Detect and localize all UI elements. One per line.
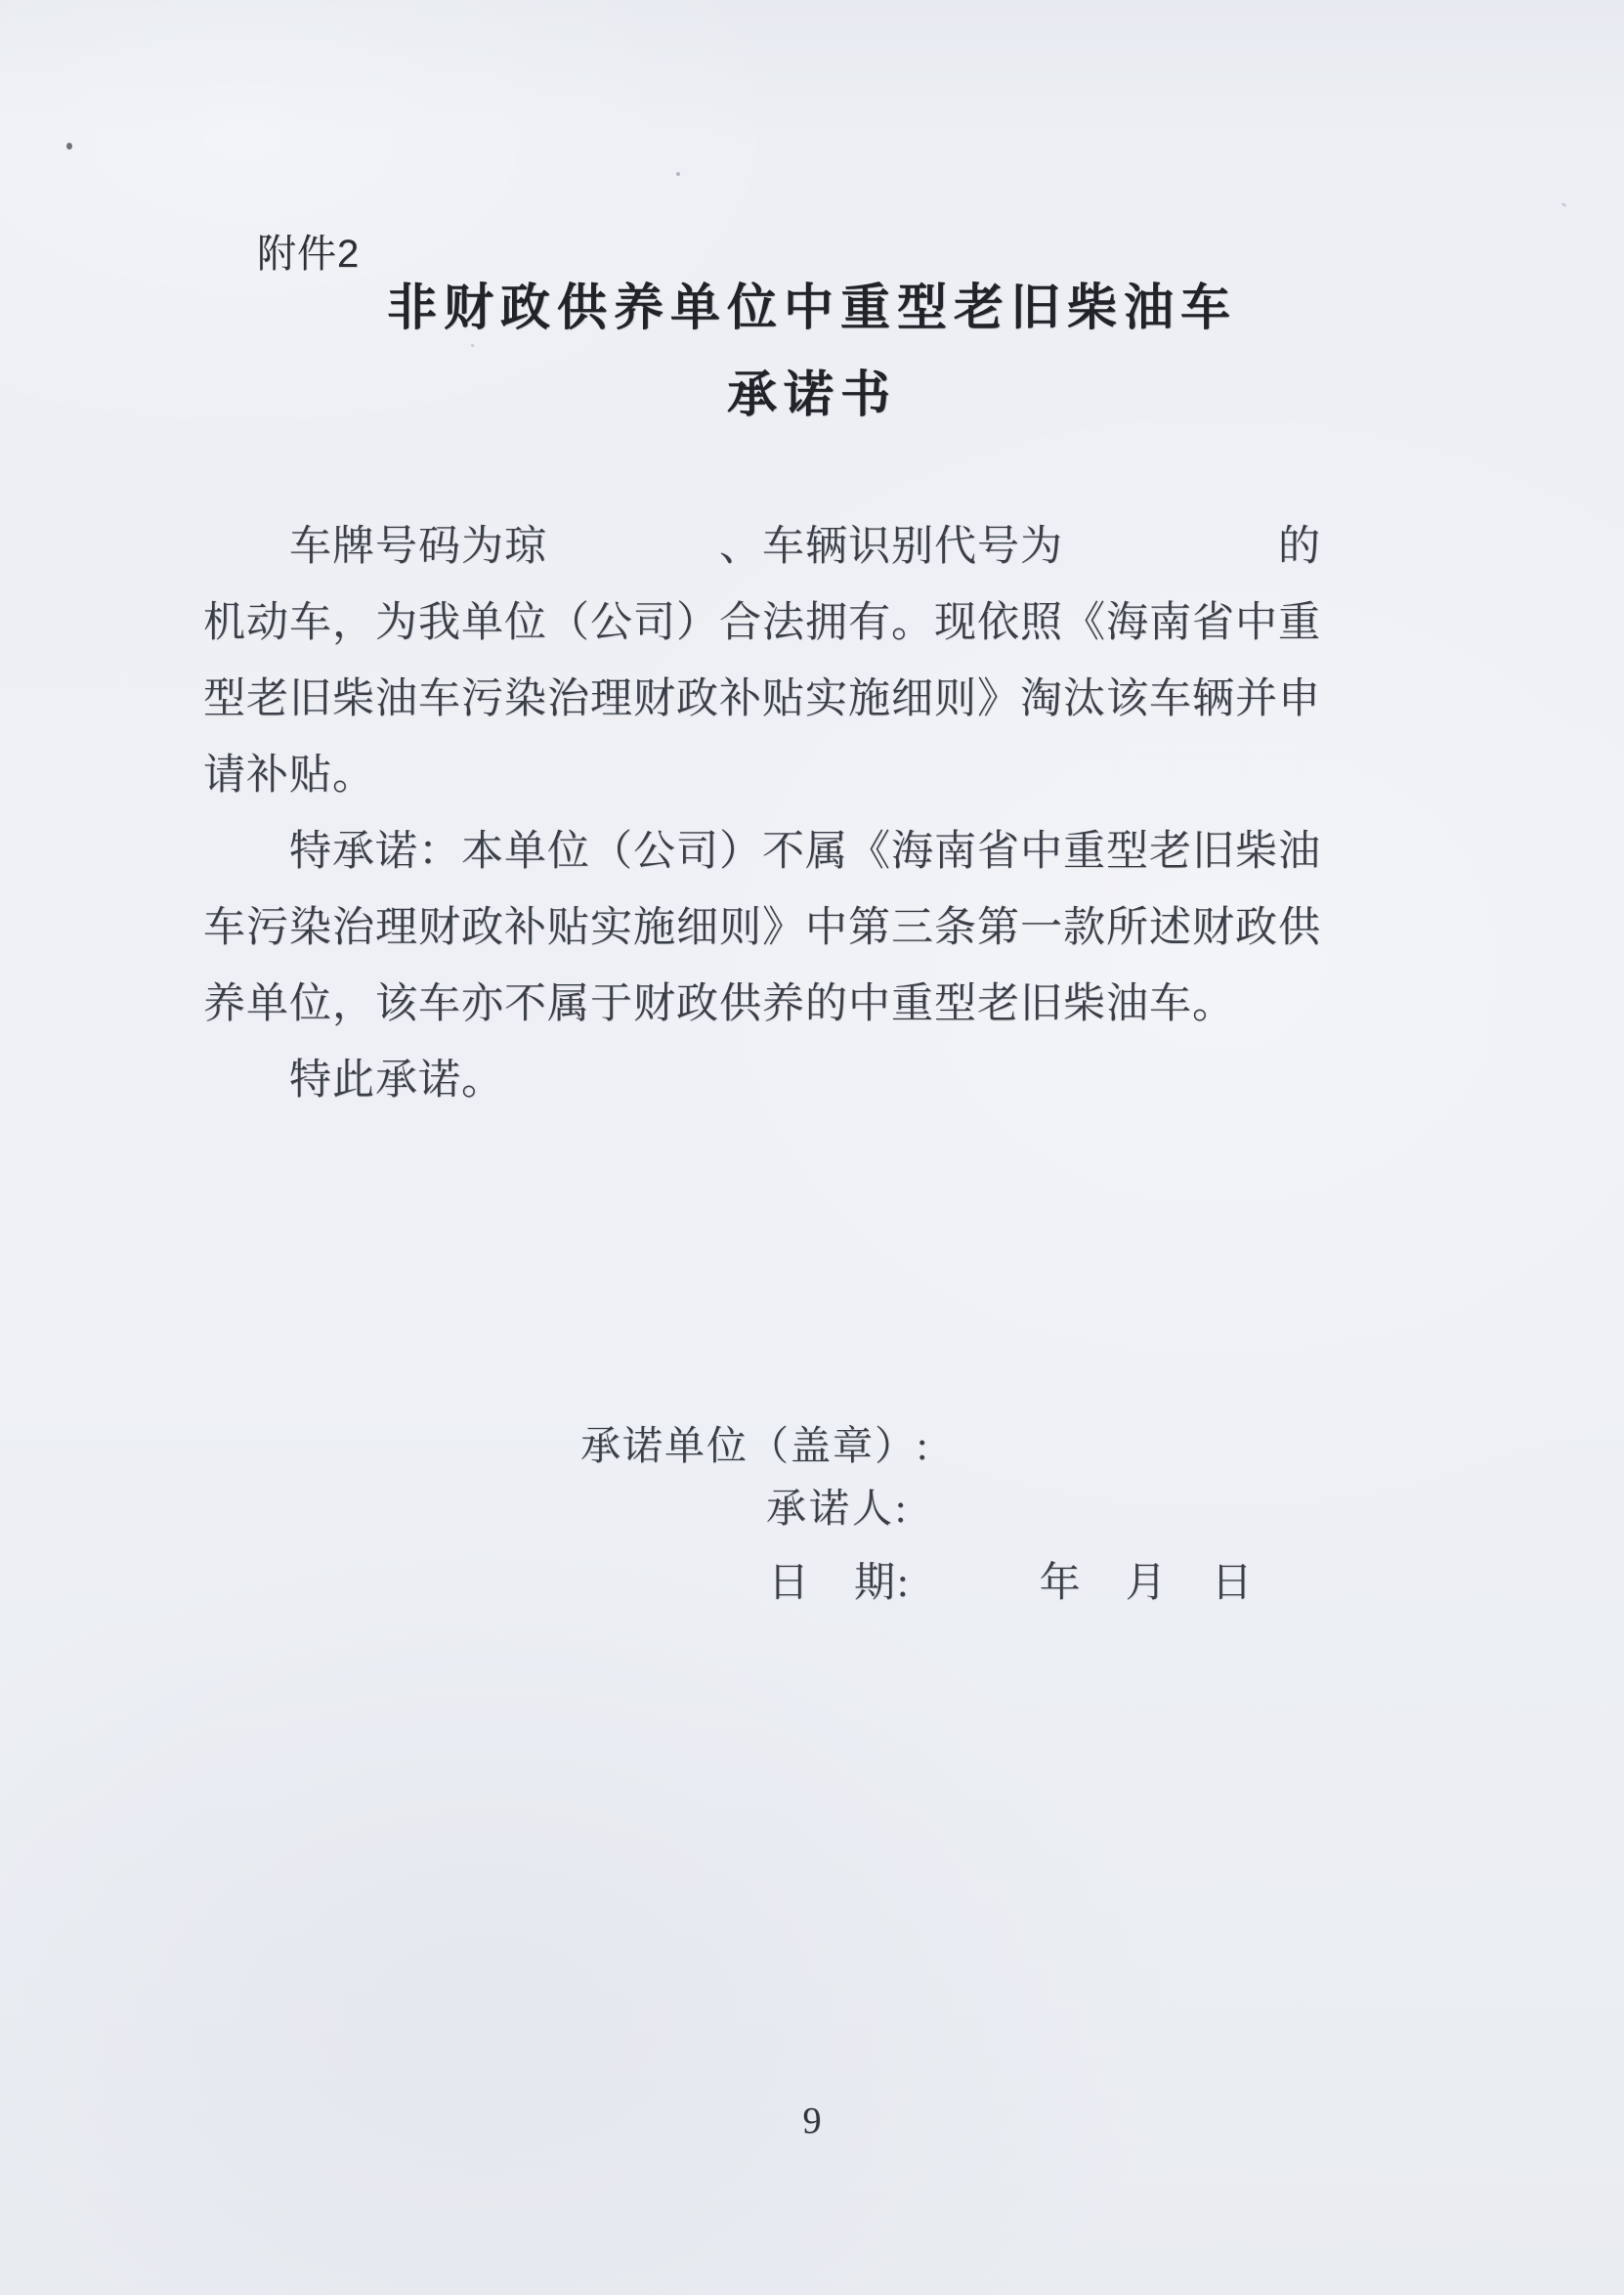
attachment-label: 附件2	[257, 233, 361, 276]
signature-unit-label: 承诺单位（盖章）:	[580, 1423, 930, 1468]
body-text	[203, 509, 1356, 1119]
body-line: 养单位，该车亦不属于财政供养的中重型老旧柴油车。	[203, 981, 1235, 1027]
body-line: 特此承诺。	[289, 1058, 504, 1104]
body-line: 请补贴。	[203, 753, 375, 799]
body-line: 车污染治理财政补贴实施细则》中第三条第一款所述财政供	[203, 905, 1321, 951]
body-line: 车牌号码为琼 、车辆识别代号为 的	[289, 524, 1321, 570]
body-line: 特承诺：本单位（公司）不属《海南省中重型老旧柴油	[289, 829, 1321, 875]
scan-speck	[676, 172, 680, 176]
scan-speck	[66, 143, 72, 150]
body-line: 型老旧柴油车污染治理财政补贴实施细则》淘汰该车辆并申	[203, 676, 1321, 722]
signature-date-label: 日 期: 年 月 日	[768, 1561, 1255, 1606]
body-line: 机动车，为我单位（公司）合法拥有。现依照《海南省中重	[203, 600, 1321, 646]
scan-speck	[1561, 202, 1567, 207]
page-number: 9	[802, 2100, 822, 2142]
title-line-1: 非财政供养单位中重型老旧柴油车	[386, 280, 1237, 335]
title-line-2: 承诺书	[726, 367, 897, 422]
signature-person-label: 承诺人:	[766, 1486, 910, 1531]
document-title	[0, 278, 1624, 425]
